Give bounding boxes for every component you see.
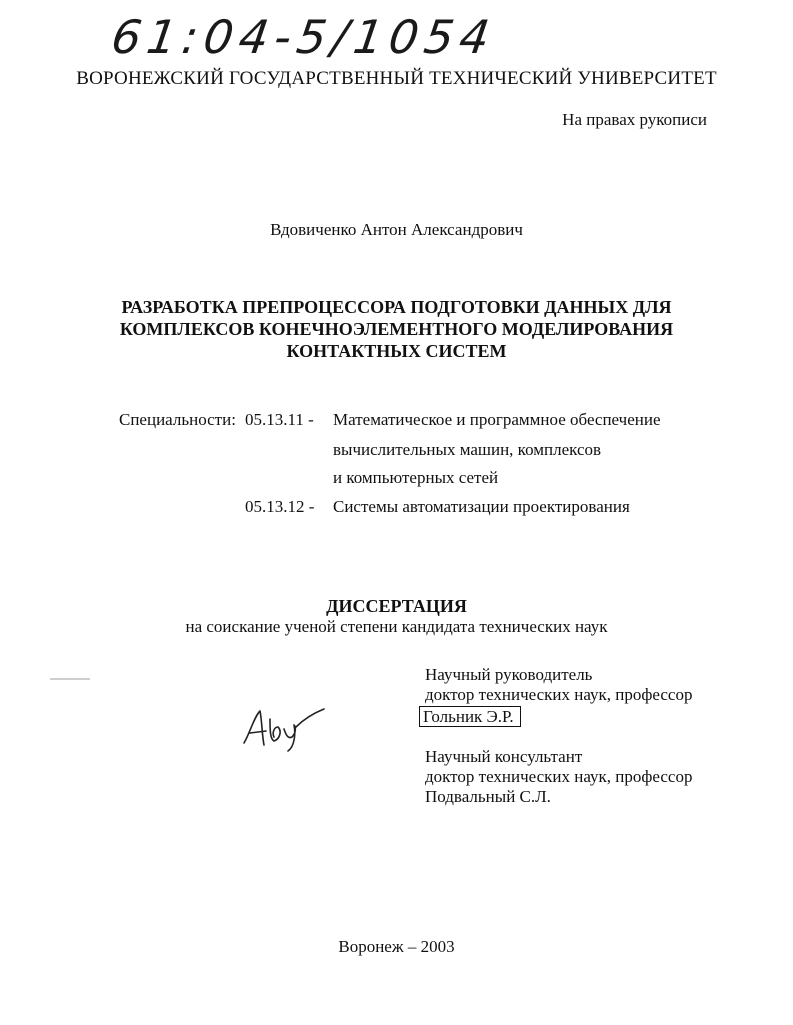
dissertation-heading: ДИССЕРТАЦИЯ xyxy=(326,596,467,616)
specialty-2-line-1: Системы автоматизации проектирования xyxy=(333,497,630,516)
archive-number: 61:04-5/1054 xyxy=(108,10,499,64)
thesis-title-line-2: КОМПЛЕКСОВ КОНЕЧНОЭЛЕМЕНТНОГО МОДЕЛИРОВАНИЯ xyxy=(119,319,674,339)
signature-icon xyxy=(240,705,330,755)
thesis-title xyxy=(0,296,793,362)
scan-smudge xyxy=(50,678,90,680)
university-name: ВОРОНЕЖСКИЙ ГОСУДАРСТВЕННЫЙ ТЕХНИЧЕСКИЙ УНИВЕРСИТЕТ xyxy=(76,68,717,89)
manuscript-rights: На правах рукописи xyxy=(562,110,707,129)
specialty-code-1: 05.13.11 - xyxy=(245,410,314,429)
author-name: Вдовиченко Антон Александрович xyxy=(270,220,523,239)
thesis-title-line-3: КОНТАКТНЫХ СИСТЕМ xyxy=(286,341,507,361)
city-year: Воронеж – 2003 xyxy=(338,937,455,956)
thesis-title-line-1: РАЗРАБОТКА ПРЕПРОЦЕССОРА ПОДГОТОВКИ ДАННЫХ ДЛЯ xyxy=(121,297,672,317)
specialty-code-2: 05.13.12 - xyxy=(245,497,315,516)
consultant-name: Подвальный С.Л. xyxy=(425,787,551,806)
dissertation-subtitle: на соискание ученой степени кандидата технических наук xyxy=(185,617,608,636)
specialties-label: Специальности: xyxy=(119,410,236,429)
supervisor-name: Гольник Э.Р. xyxy=(419,706,521,727)
consultant-degree: доктор технических наук, профессор xyxy=(425,767,693,786)
specialty-1-line-2: вычислительных машин, комплексов xyxy=(333,440,602,459)
consultant-role: Научный консультант xyxy=(425,747,583,766)
supervisor-degree: доктор технических наук, профессор xyxy=(425,685,693,704)
specialty-1-line-1: Математическое и программное обеспечение xyxy=(333,410,661,429)
supervisor-name-box xyxy=(425,707,521,727)
supervisor-role: Научный руководитель xyxy=(425,665,593,684)
specialty-1-line-3: и компьютерных сетей xyxy=(333,468,499,487)
